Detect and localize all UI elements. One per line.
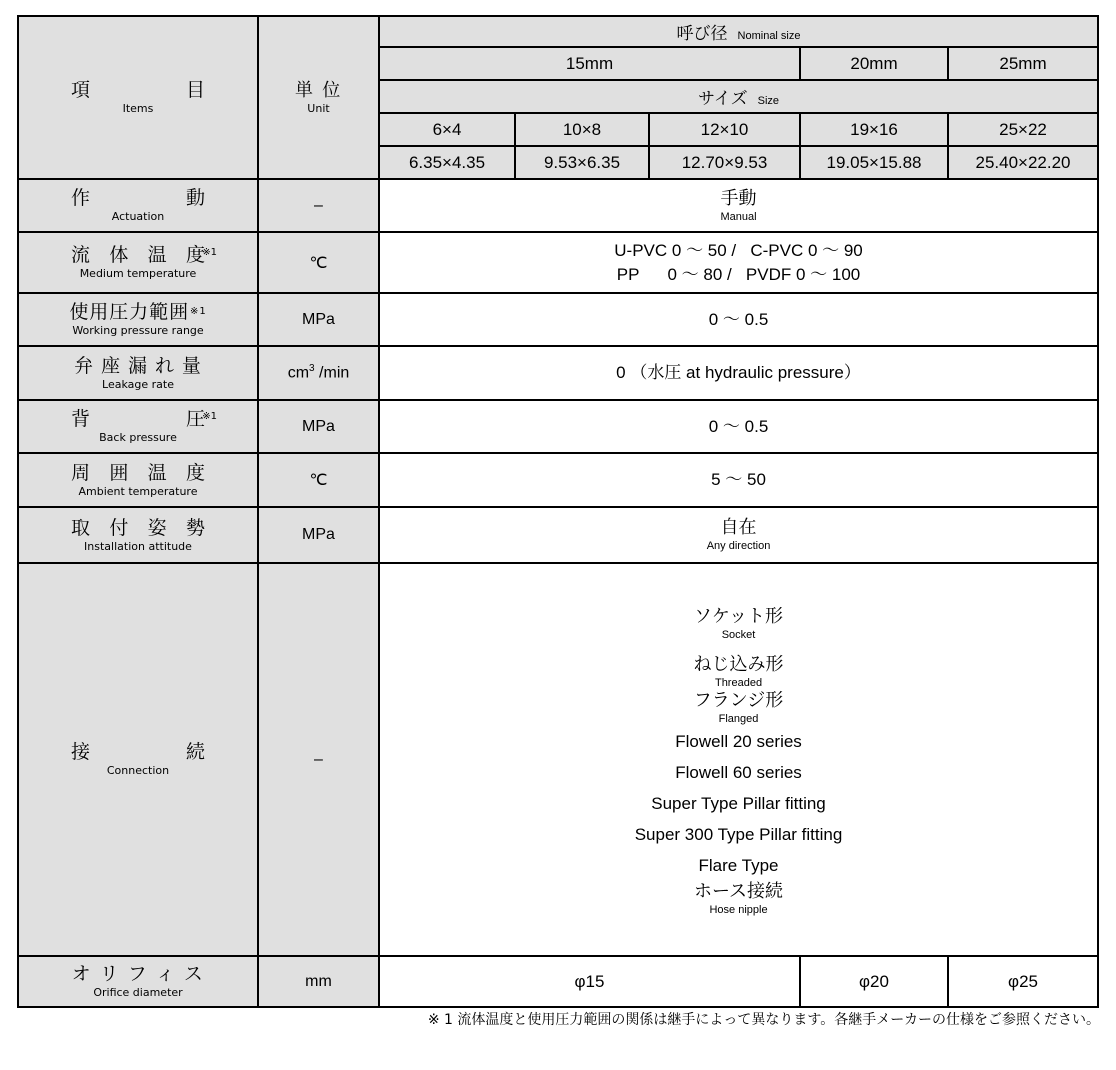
value-cell: U-PVC 0 〜 50 / C-PVC 0 〜 90 PP 0 〜 80 / PVDF 0 〜 100 <box>379 232 1098 293</box>
orifice-25: φ25 <box>948 956 1098 1007</box>
size-inch-cell: 12.70×9.53 <box>649 146 800 179</box>
connection-list <box>380 598 1097 921</box>
row-medium-temperature <box>18 232 1098 293</box>
size-inch-cell: 19.05×15.88 <box>800 146 948 179</box>
nominal-size-header: 呼び径 Nominal size <box>379 16 1098 47</box>
size-inch-cell: 9.53×6.35 <box>515 146 649 179</box>
unit-header-jp: 単 位 <box>294 79 343 101</box>
row-actuation <box>18 179 1098 232</box>
footnote-marker: ※1 <box>190 306 207 317</box>
connection-item-flare: Flare Type <box>698 856 779 875</box>
row-installation-attitude <box>18 507 1098 563</box>
connection-item-super-pillar: Super Type Pillar fitting <box>651 794 826 813</box>
nominal-15mm: 15mm <box>379 47 800 80</box>
footnote-marker: ※1 <box>202 411 217 422</box>
unit-header-en: Unit <box>307 101 330 115</box>
unit-cell: ℃ <box>258 232 379 293</box>
value-cell: 0 〜 0.5 <box>379 400 1098 453</box>
size-cell: 12×10 <box>649 113 800 146</box>
connection-item-hose-nipple: ホース接続 Hose nipple <box>693 881 784 916</box>
unit-cell: mm <box>258 956 379 1007</box>
unit-header-cell <box>258 16 379 179</box>
size-cell: 10×8 <box>515 113 649 146</box>
nominal-25mm: 25mm <box>948 47 1098 80</box>
unit-cell: MPa <box>258 507 379 563</box>
connection-item-super-300-pillar: Super 300 Type Pillar fitting <box>634 825 843 844</box>
unit-cell: MPa <box>258 293 379 346</box>
unit-cell: $cm^3$ /min <box>258 346 379 400</box>
row-working-pressure <box>18 293 1098 346</box>
item-cell: 周 囲 温 度 Ambient temperature <box>18 453 258 507</box>
value-cell <box>379 563 1098 956</box>
item-cell: 背 圧 ※1 Back pressure <box>18 400 258 453</box>
size-cell: 25×22 <box>948 113 1098 146</box>
item-cell: 取 付 姿 勢 Installation attitude <box>18 507 258 563</box>
item-cell: 弁 座 漏 れ 量 Leakage rate <box>18 346 258 400</box>
item-cell: 流 体 温 度 ※1 Medium temperature <box>18 232 258 293</box>
size-inch-cell: 6.35×4.35 <box>379 146 515 179</box>
nominal-20mm: 20mm <box>800 47 948 80</box>
value-cell: 0 （水圧 at hydraulic pressure） <box>379 346 1098 400</box>
value-cell: 5 〜 50 <box>379 453 1098 507</box>
value-cell: 自在 Any direction <box>379 507 1098 563</box>
value-cell: 0 〜 0.5 <box>379 293 1098 346</box>
item-cell: 作 動 Actuation <box>18 179 258 232</box>
value-cell: 手動 Manual <box>379 179 1098 232</box>
size-cell: 6×4 <box>379 113 515 146</box>
size-header: サイズ Size <box>379 80 1098 113</box>
items-header-cell <box>18 16 258 179</box>
size-inch-cell: 25.40×22.20 <box>948 146 1098 179</box>
connection-item-flowell-60: Flowell 60 series <box>675 763 802 782</box>
row-ambient-temperature <box>18 453 1098 507</box>
connection-item-threaded: ねじ込み形 Threaded <box>693 654 784 689</box>
item-cell: オ リ フ ィ ス Orifice diameter <box>18 956 258 1007</box>
items-header-jp: 項 目 <box>71 79 205 101</box>
footnote-marker: ※1 <box>202 247 217 258</box>
spec-table <box>17 15 1099 1008</box>
orifice-20: φ20 <box>800 956 948 1007</box>
item-cell: 使用圧力範囲 ※1 Working pressure range <box>18 293 258 346</box>
footnote: ※ 1 流体温度と使用圧力範囲の関係は継手によって異なります。各継手メーカーの仕様をご参照ください。 <box>427 1012 1100 1028</box>
unit-cell: ℃ <box>258 453 379 507</box>
unit-cell: – <box>258 563 379 956</box>
row-leakage-rate <box>18 346 1098 400</box>
connection-item-socket: ソケット形 Socket <box>694 606 783 641</box>
unit-cell: – <box>258 179 379 232</box>
connection-item-flanged: フランジ形 Flanged <box>693 690 784 725</box>
row-connection <box>18 563 1098 956</box>
row-back-pressure <box>18 400 1098 453</box>
unit-cell: MPa <box>258 400 379 453</box>
orifice-15: φ15 <box>379 956 800 1007</box>
size-cell: 19×16 <box>800 113 948 146</box>
connection-item-flowell-20: Flowell 20 series <box>675 732 802 751</box>
row-orifice-diameter <box>18 956 1098 1007</box>
item-cell: 接 続 Connection <box>18 563 258 956</box>
items-header-en: Items <box>122 102 154 115</box>
